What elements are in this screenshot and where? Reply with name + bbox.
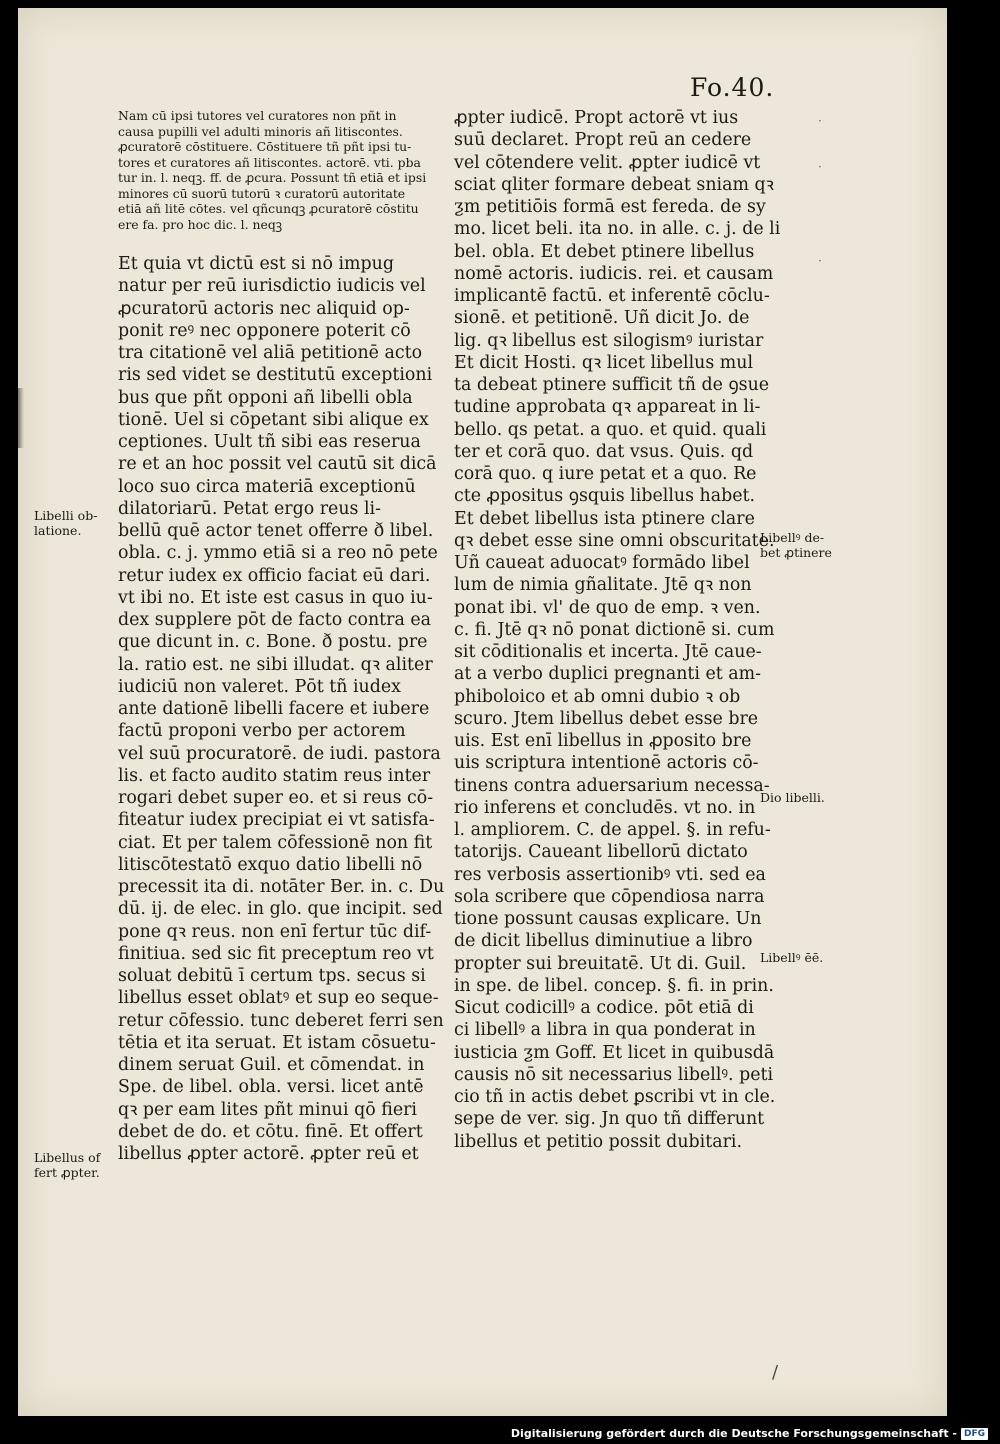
text-line: dū. ij. de elec. in glo. que incipit. sed bbox=[118, 899, 443, 920]
text-line: debet de do. et cōtu. finē. Et offert bbox=[118, 1121, 423, 1142]
text-line: c. fi. Jtē qꝛ nō ponat dictionē si. cum bbox=[454, 619, 775, 640]
text-line: lis. et facto audito statim reus inter bbox=[118, 765, 431, 786]
text-line: dex supplere pōt de facto contra ea bbox=[118, 610, 432, 630]
text-line: in spe. de libel. concep. §. fi. in prin. bbox=[454, 975, 774, 996]
funding-footer bbox=[511, 1427, 988, 1440]
margin-note-libellus-offert bbox=[34, 1150, 100, 1180]
text-line: vt ibi no. Et iste est casus in quo iu- bbox=[118, 587, 433, 608]
text-line: bellū quē actor tenet offerre ð libel. bbox=[118, 521, 434, 541]
text-line: ter et corā quo. dat vsus. Quis. qd bbox=[454, 441, 754, 462]
margin-note-line: bet ꝓtinere bbox=[760, 545, 832, 560]
text-line: obla. c. j. ymmo etiā si a reo nō pete bbox=[118, 543, 438, 564]
text-line: de dicit libellus diminutiue a libro bbox=[454, 931, 753, 952]
text-line: tra citationē vel aliā petitionē acto bbox=[118, 343, 423, 363]
text-line: sionē. et petitionē. Uñ dicit Jo. de bbox=[454, 308, 750, 329]
text-line: Nam cū ipsi tutores vel curatores non pñt in bbox=[118, 108, 397, 123]
text-line: iusticia ƺm Goff. Et licet in quibusdā bbox=[454, 1042, 775, 1063]
text-line: l. ampliorem. C. de appel. §. in refu- bbox=[454, 820, 771, 840]
text-line: Et debet libellus ista ptinere clare bbox=[454, 508, 755, 529]
text-line: bello. qs petat. a quo. et quid. quali bbox=[454, 419, 767, 440]
text-line: iudiciū non valeret. Pōt tñ iudex bbox=[118, 676, 401, 697]
text-line: libellus et petitio possit dubitari. bbox=[454, 1131, 742, 1152]
text-line: propter sui breuitatē. Ut di. Guil. bbox=[454, 953, 747, 974]
text-line: at a verbo duplici pregnanti et am- bbox=[454, 664, 762, 685]
text-line: minores cū suorū tutorū ꝛ curatorū autoritate bbox=[118, 185, 406, 201]
text-line: uis scriptura intentionē actoris cō- bbox=[454, 753, 759, 774]
text-line: vel cōtendere velit. ꝓpter iudicē vt bbox=[454, 152, 761, 173]
text-line: implicantē factū. et inferentē cōclu- bbox=[454, 286, 770, 306]
text-line: uis. Est enī libellus in ꝓposito bre bbox=[454, 731, 752, 751]
text-line: que dicunt in. c. Bone. ð postu. pre bbox=[118, 632, 428, 653]
text-line: nomē actoris. iudicis. rei. et causam bbox=[454, 263, 774, 284]
text-line: la. ratio est. ne sibi illudat. qꝛ aliter bbox=[118, 654, 433, 675]
text-line: ꝓcuratorū actoris nec aliquid op- bbox=[118, 298, 410, 319]
text-line: causis nō sit necessarius libellꝰ. peti bbox=[454, 1064, 774, 1085]
margin-note-line: Libelli ob- bbox=[34, 508, 98, 523]
text-line: bel. obla. Et debet ptinere libellus bbox=[454, 241, 755, 262]
text-line: litiscōtestatō exquo datio libelli nō bbox=[118, 854, 423, 875]
text-line: cio tñ in actis debet ꝑscribi vt in cle. bbox=[454, 1087, 776, 1107]
text-line: lig. qꝛ libellus est silogismꝰ iuristar bbox=[454, 330, 764, 351]
text-line: pone qꝛ reus. non enī fertur tūc dif- bbox=[118, 921, 432, 942]
margin-note-line: Libellus of bbox=[34, 1150, 101, 1165]
text-line: vel suū procuratorē. de iudi. pastora bbox=[118, 743, 441, 764]
text-line: Sicut codicillꝰ a codice. pōt etiā di bbox=[454, 998, 754, 1018]
text-line: sciat qliter formare debeat sniam qꝛ bbox=[454, 174, 774, 195]
text-line: finitiua. sed sic fit preceptum reo vt bbox=[118, 943, 434, 964]
text-line: ere fa. pro hoc dic. l. neqꝫ bbox=[118, 216, 283, 232]
margin-note-line: Dio libelli. bbox=[760, 790, 825, 805]
text-line: qꝛ per eam lites pñt minui qō fieri bbox=[118, 1099, 417, 1120]
text-line: sola scribere que cōpendiosa narra bbox=[454, 886, 765, 907]
text-line: libellus ꝓpter actorē. ꝓpter reū et bbox=[118, 1144, 419, 1164]
text-line: natur per reū iurisdictio iudicis vel bbox=[118, 276, 426, 297]
text-line: phiboloico et ab omni dubio ꝛ ob bbox=[454, 686, 741, 707]
text-line: tinens contra aduersarium necessa- bbox=[454, 775, 770, 796]
text-line: etiā añ litē cōtes. vel qñcunqꝫ ꝓcuratorē cōstitu bbox=[118, 201, 419, 216]
text-line: tatorijs. Caueant libellorū dictato bbox=[454, 842, 748, 863]
book-page bbox=[18, 8, 947, 1416]
text-line: Et quia vt dictū est si nō impug bbox=[118, 254, 394, 274]
text-line: lum de nimia gñalitate. Jtē qꝛ non bbox=[454, 575, 752, 596]
text-line: ꝓcuratorē cōstituere. Cōstituere tñ pñt ipsi tu- bbox=[118, 139, 412, 154]
text-line: factū proponi verbo per actorem bbox=[118, 721, 406, 742]
ink-mark: · bbox=[818, 160, 822, 174]
right-column-text bbox=[454, 107, 780, 1153]
margin-note-line: latione. bbox=[34, 523, 82, 538]
text-line: ponat ibi. vl' de quo de emp. ꝛ ven. bbox=[454, 597, 761, 618]
text-line: Et dicit Hosti. qꝛ licet libellus mul bbox=[454, 352, 754, 373]
text-line: ta debeat ptinere sufficit tñ de ꝯsue bbox=[454, 375, 770, 395]
text-line: ante dationē libelli facere et iubere bbox=[118, 699, 430, 719]
text-line: sepe de ver. sig. Jn quo tñ differunt bbox=[454, 1109, 765, 1130]
text-line: dinem seruat Guil. et cōmendat. in bbox=[118, 1055, 425, 1075]
ink-mark: · bbox=[818, 254, 822, 268]
text-line: sit cōditionalis et incerta. Jtē caue- bbox=[454, 642, 762, 662]
text-line: suū declaret. Propt reū an cedere bbox=[454, 130, 752, 151]
text-line: re et an hoc possit vel cautū sit dicā bbox=[118, 454, 437, 475]
text-line: ciat. Et per talem cōfessionē non fit bbox=[118, 832, 433, 853]
text-line: Spe. de libel. obla. versi. licet antē bbox=[118, 1077, 424, 1098]
text-line: corā quo. q iure petat et a quo. Re bbox=[454, 464, 757, 484]
margin-note-line: Libellꝰ de- bbox=[760, 530, 825, 545]
footer-text: Digitalisierung gefördert durch die Deutsche Forschungsgemeinschaft - bbox=[510, 1427, 957, 1440]
text-line: tores et curatores añ litiscontes. actorē. vti. pba bbox=[118, 154, 421, 170]
ink-mark: / bbox=[772, 1362, 779, 1383]
text-line: res verbosis assertionibꝰ vti. sed ea bbox=[454, 864, 766, 885]
text-line: ris sed videt se destitutū exceptioni bbox=[118, 365, 433, 386]
text-line: rogari debet super eo. et si reus cō- bbox=[118, 788, 434, 808]
text-line: ponit reꝰ nec opponere poterit cō bbox=[118, 320, 411, 341]
text-line: loco suo circa materiā exceptionū bbox=[118, 476, 416, 497]
text-line: ƺm petitiōis formā est fereda. de sy bbox=[454, 197, 766, 217]
text-line: ꝓpter iudicē. Propt actorē vt ius bbox=[454, 108, 739, 128]
left-column-text bbox=[118, 253, 444, 1165]
margin-note-line: fert ꝓpter. bbox=[34, 1165, 100, 1180]
text-line: ceptiones. Uult tñ sibi eas reserua bbox=[118, 432, 421, 452]
text-line: mo. licet beli. ita no. in alle. c. j. de li bbox=[454, 219, 781, 240]
text-line: tionē. Uel si cōpetant sibi alique ex bbox=[118, 409, 429, 430]
dfg-logo: DFG bbox=[961, 1428, 988, 1440]
text-line: rio inferens et concludēs. vt no. in bbox=[454, 797, 756, 818]
margin-note-libelli-oblatione bbox=[34, 508, 97, 538]
text-line: causa pupilli vel adulti minoris añ litiscontes. bbox=[118, 123, 403, 139]
text-line: libellus esset oblatꝰ et sup eo seque- bbox=[118, 988, 439, 1009]
text-line: cte ꝓpositus ꝯsquis libellus habet. bbox=[454, 486, 756, 507]
margin-note-libellus-ee bbox=[760, 950, 823, 965]
margin-note-libellus-debet bbox=[760, 530, 832, 560]
text-line: retur iudex ex officio faciat eū dari. bbox=[118, 565, 431, 586]
text-line: bus que pñt opponi añ libelli obla bbox=[118, 387, 413, 408]
text-line: tur in. l. neqꝫ. ff. de ꝓcura. Possunt tñ etiā et ipsi bbox=[118, 170, 427, 185]
page-edge-shadow bbox=[18, 388, 24, 448]
text-line: soluat debitū ī certum tps. secus si bbox=[118, 966, 426, 986]
text-line: precessit ita di. notāter Ber. in. c. Du bbox=[118, 877, 445, 897]
text-line: tudine approbata qꝛ appareat in li- bbox=[454, 397, 761, 418]
folio-number: Fo.40. bbox=[690, 73, 775, 102]
text-line: fiteatur iudex precipiat ei vt satisfa- bbox=[118, 810, 435, 831]
margin-note-line: Libellꝰ ēē. bbox=[760, 950, 824, 965]
text-line: qꝛ debet esse sine omni obscuritate. bbox=[454, 530, 775, 551]
text-line: tione possunt causas explicare. Un bbox=[454, 909, 762, 929]
text-line: scuro. Jtem libellus debet esse bre bbox=[454, 708, 759, 729]
text-line: tētia et ita seruat. Et istam cōsuetu- bbox=[118, 1032, 436, 1053]
ink-mark: · bbox=[818, 114, 822, 128]
text-line: retur cōfessio. tunc deberet ferri sen bbox=[118, 1010, 444, 1031]
text-line: ci libellꝰ a libra in qua ponderat in bbox=[454, 1020, 756, 1041]
text-line: dilatoriarū. Petat ergo reus li- bbox=[118, 498, 381, 519]
margin-note-dio-libelli bbox=[760, 790, 825, 805]
left-column-small-text bbox=[118, 108, 426, 232]
text-line: Uñ caueat aduocatꝰ formādo libel bbox=[454, 553, 750, 573]
